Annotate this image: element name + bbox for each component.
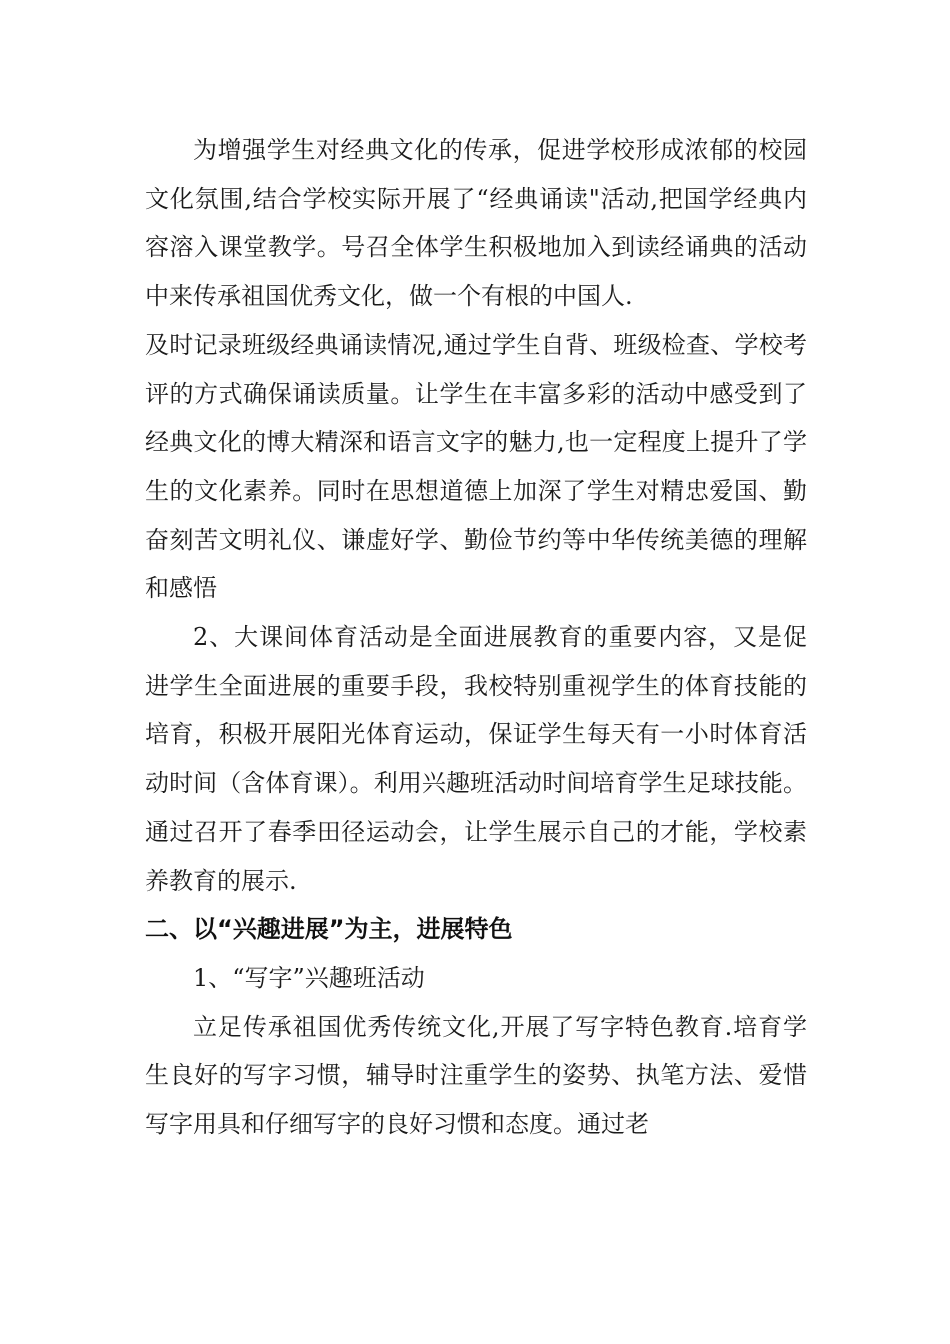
subheading-calligraphy-class: 1、“写字”兴趣班活动	[193, 963, 425, 992]
paragraph-classics-reading: 为增强学生对经典文化的传承，促进学校形成浓郁的校园文化氛围,结合学校实际开展了“经典诵读"活动,把国学经典内容溶入课堂教学。号召全体学生积极地加入到读经诵典的活动中来传承祖国优秀文化，做一个有根的中国人.	[145, 136, 807, 311]
paragraph-pe-activity: 2、大课间体育活动是全面进展教育的重要内容，又是促进学生全面进展的重要手段，我校特别重视学生的体育技能的培育，积极开展阳光体育运动，保证学生每天有一小时体育活动时间（含体育课）。利用兴趣班活动时间培育学生足球技能。通过召开了春季田径运动会，让学生展示自己的才能，学校素养教育的展示.	[145, 623, 807, 895]
document-body	[145, 126, 807, 1149]
section-heading-interest: 二、以“兴趣进展”为主，进展特色	[145, 915, 513, 944]
paragraph-reading-record: 及时记录班级经典诵读情况,通过学生自背、班级检查、学校考评的方式确保诵读质量。让学生在丰富多彩的活动中感受到了经典文化的博大精深和语言文字的魅力,也一定程度上提升了学生的文化素养。同时在思想道德上加深了学生对精忠爱国、勤奋刻苦文明礼仪、谦虚好学、勤俭节约等中华传统美德的理解和感悟	[145, 330, 807, 603]
paragraph-calligraphy: 立足传承祖国优秀传统文化,开展了写字特色教育.培育学生良好的写字习惯，辅导时注重学生的姿势、执笔方法、爱惜写字用具和仔细写字的良好习惯和态度。通过老	[145, 1012, 807, 1139]
